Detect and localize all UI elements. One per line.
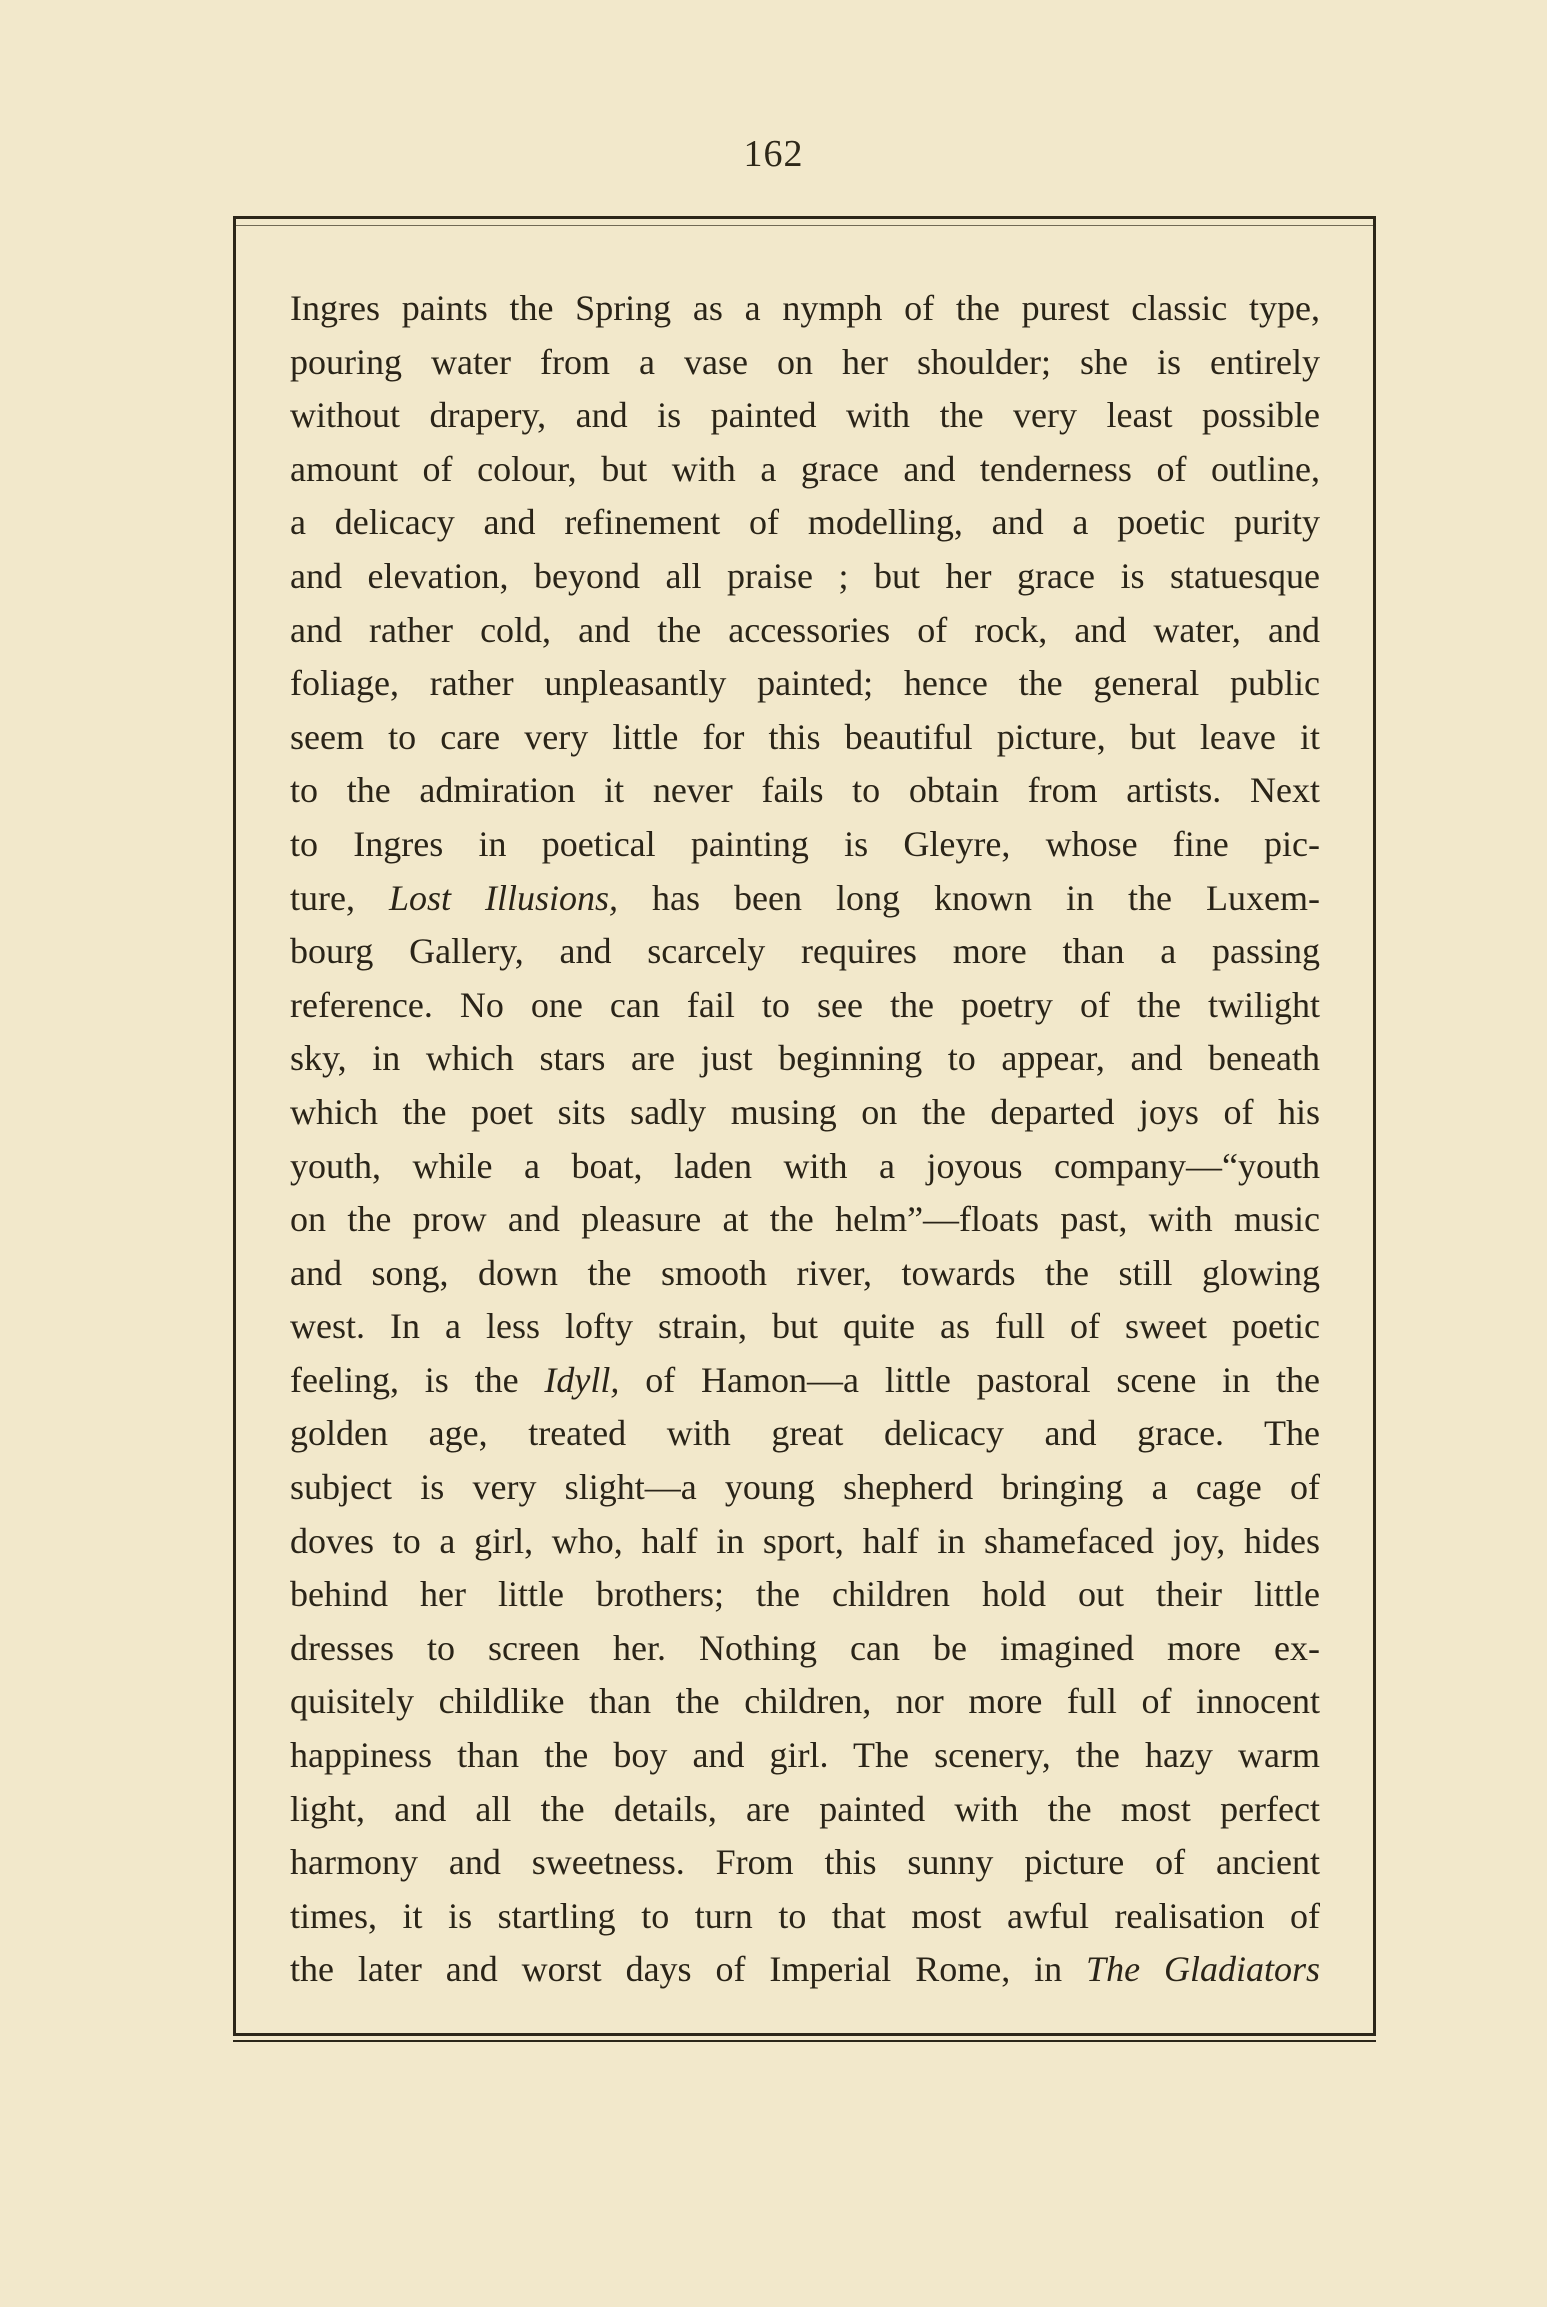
text-line	[290, 1675, 1320, 1729]
text-line	[290, 443, 1320, 497]
text-line	[290, 1140, 1320, 1194]
text-line	[290, 1354, 1320, 1408]
text-segment: a delicacy and refinement of modelling, and a poetic purity	[290, 502, 1320, 543]
text-line	[290, 657, 1320, 711]
text-line	[290, 764, 1320, 818]
text-segment: feeling, is the	[290, 1359, 545, 1400]
text-segment: and song, down the smooth river, towards the still glowing	[290, 1252, 1320, 1293]
text-line	[290, 550, 1320, 604]
text-line	[290, 496, 1320, 550]
text-line	[290, 389, 1320, 443]
text-line	[290, 1193, 1320, 1247]
text-line	[290, 872, 1320, 926]
text-line	[290, 1300, 1320, 1354]
text-line	[290, 604, 1320, 658]
text-line	[290, 979, 1320, 1033]
text-line	[290, 1247, 1320, 1301]
text-segment: golden age, treated with great delicacy and grace. The	[290, 1413, 1320, 1454]
text-segment: foliage, rather unpleasantly painted; hence the general public	[290, 663, 1320, 704]
text-segment: west. In a less lofty strain, but quite as full of sweet poetic	[290, 1306, 1320, 1347]
text-segment: which the poet sits sadly musing on the departed joys of his	[290, 1091, 1320, 1132]
text-segment: behind her little brothers; the children hold out their little	[290, 1574, 1320, 1615]
text-line	[290, 1568, 1320, 1622]
text-segment: to Ingres in poetical painting is Gleyre, whose fine pic-	[290, 823, 1320, 864]
text-segment: ture,	[290, 877, 389, 918]
text-line	[290, 1783, 1320, 1837]
text-segment: reference. No one can fail to see the poetry of the twilight	[290, 984, 1320, 1025]
text-segment: the later and worst days of Imperial Rome, in	[290, 1949, 1087, 1990]
text-segment: to the admiration it never fails to obtain from artists. Next	[290, 770, 1320, 811]
italic-title: Idyll,	[544, 1359, 620, 1400]
text-segment: times, it is startling to turn to that most awful realisation of	[290, 1895, 1320, 1936]
text-line	[290, 1890, 1320, 1944]
text-line	[290, 1729, 1320, 1783]
text-line	[290, 1622, 1320, 1676]
text-segment: pouring water from a vase on her shoulder; she is entirely	[290, 341, 1320, 382]
text-segment: doves to a girl, who, half in sport, half in shamefaced joy, hides	[290, 1520, 1320, 1561]
text-segment: seem to care very little for this beautiful picture, but leave it	[290, 716, 1320, 757]
text-segment: sky, in which stars are just beginning to appear, and beneath	[290, 1038, 1320, 1079]
text-segment: dresses to screen her. Nothing can be imagined more ex-	[290, 1627, 1320, 1668]
text-segment: on the prow and pleasure at the helm”—floats past, with music	[290, 1199, 1320, 1240]
italic-title: Lost Illusions,	[388, 877, 619, 918]
text-line	[290, 1515, 1320, 1569]
text-segment: and rather cold, and the accessories of rock, and water, and	[290, 609, 1320, 650]
page-number: 162	[743, 133, 804, 175]
text-line	[290, 1086, 1320, 1140]
text-segment: quisitely childlike than the children, nor more full of innocent	[290, 1681, 1320, 1722]
text-line	[290, 1461, 1320, 1515]
text-line	[290, 818, 1320, 872]
text-segment: without drapery, and is painted with the very least possible	[290, 395, 1320, 436]
text-segment: of Hamon—a little pastoral scene in the	[619, 1359, 1320, 1400]
text-segment: bourg Gallery, and scarcely requires more than a passing	[290, 931, 1320, 972]
text-line	[290, 925, 1320, 979]
body-text	[290, 282, 1320, 1997]
text-segment: youth, while a boat, laden with a joyous company—“youth	[290, 1145, 1320, 1186]
text-line	[290, 1836, 1320, 1890]
text-segment: light, and all the details, are painted with the most perfect	[290, 1788, 1320, 1829]
text-segment: harmony and sweetness. From this sunny picture of ancient	[290, 1842, 1320, 1883]
text-segment: has been long known in the Luxem-	[618, 877, 1321, 918]
text-line	[290, 282, 1320, 336]
text-segment: amount of colour, but with a grace and tenderness of outline,	[290, 448, 1320, 489]
text-line	[290, 1943, 1320, 1997]
text-segment: happiness than the boy and girl. The scenery, the hazy warm	[290, 1735, 1320, 1776]
text-segment: and elevation, beyond all praise ; but her grace is statuesque	[290, 555, 1320, 596]
text-segment: subject is very slight—a young shepherd bringing a cage of	[290, 1467, 1320, 1508]
text-line	[290, 1032, 1320, 1086]
text-line	[290, 711, 1320, 765]
text-segment: Ingres paints the Spring as a nymph of the purest classic type,	[290, 288, 1320, 328]
italic-title: The Gladiators	[1086, 1949, 1320, 1990]
text-line	[290, 1407, 1320, 1461]
text-line	[290, 336, 1320, 390]
